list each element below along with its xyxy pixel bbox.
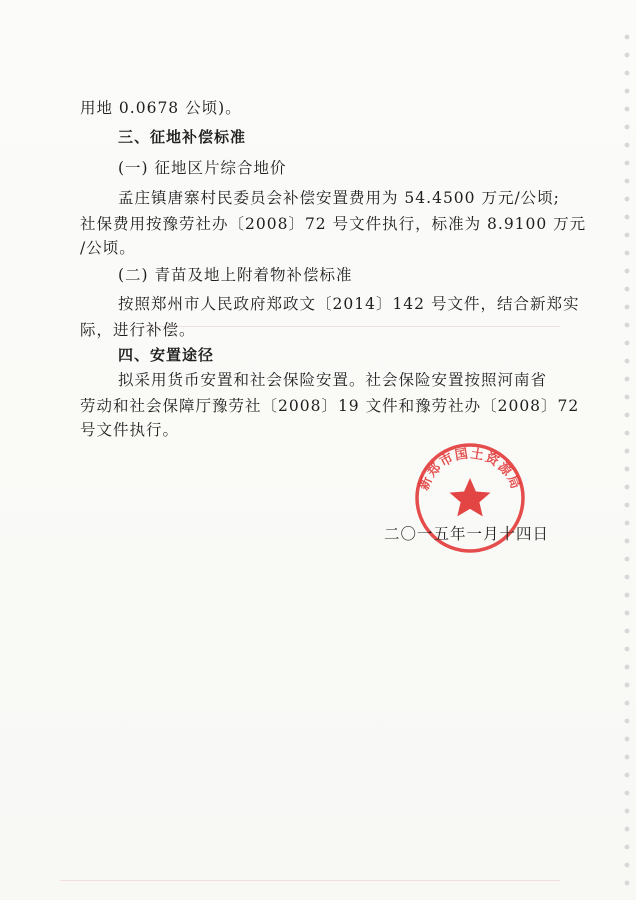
seal-text: 新郑市国土资源局 [416, 446, 524, 493]
text-line-5: 社保费用按豫劳社办〔2008〕72 号文件执行，标准为 8.9100 万元 [80, 215, 587, 233]
text-line-9: 际，进行补偿。 [80, 321, 196, 339]
text-line-1: 用地 0.0678 公顷)。 [80, 99, 242, 117]
text-line-6: /公顷。 [80, 239, 136, 257]
seal-star-icon [450, 478, 491, 516]
ghost-rule [140, 326, 560, 327]
section-heading-3: 三、征地补偿标准 [118, 128, 247, 146]
text-line-8: 按照郑州市人民政府郑政文〔2014〕142 号文件，结合新郑实 [118, 295, 580, 313]
section-heading-4: 四、安置途径 [118, 346, 215, 364]
document-date: 二〇一五年一月十四日 [384, 525, 550, 543]
punch-holes [622, 28, 632, 888]
ghost-rule [60, 880, 560, 881]
text-line-12: 劳动和社会保障厅豫劳社〔2008〕19 文件和豫劳社办〔2008〕72 [80, 397, 580, 415]
text-line-11: 拟采用货币安置和社会保险安置。社会保险安置按照河南省 [118, 371, 548, 389]
subheading-1: (一) 征地区片综合地价 [118, 159, 287, 177]
text-line-13: 号文件执行。 [80, 421, 180, 439]
subheading-2: (二) 青苗及地上附着物补偿标准 [118, 266, 353, 284]
text-line-4: 孟庄镇唐寨村民委员会补偿安置费用为 54.4500 万元/公顷; [118, 189, 560, 207]
